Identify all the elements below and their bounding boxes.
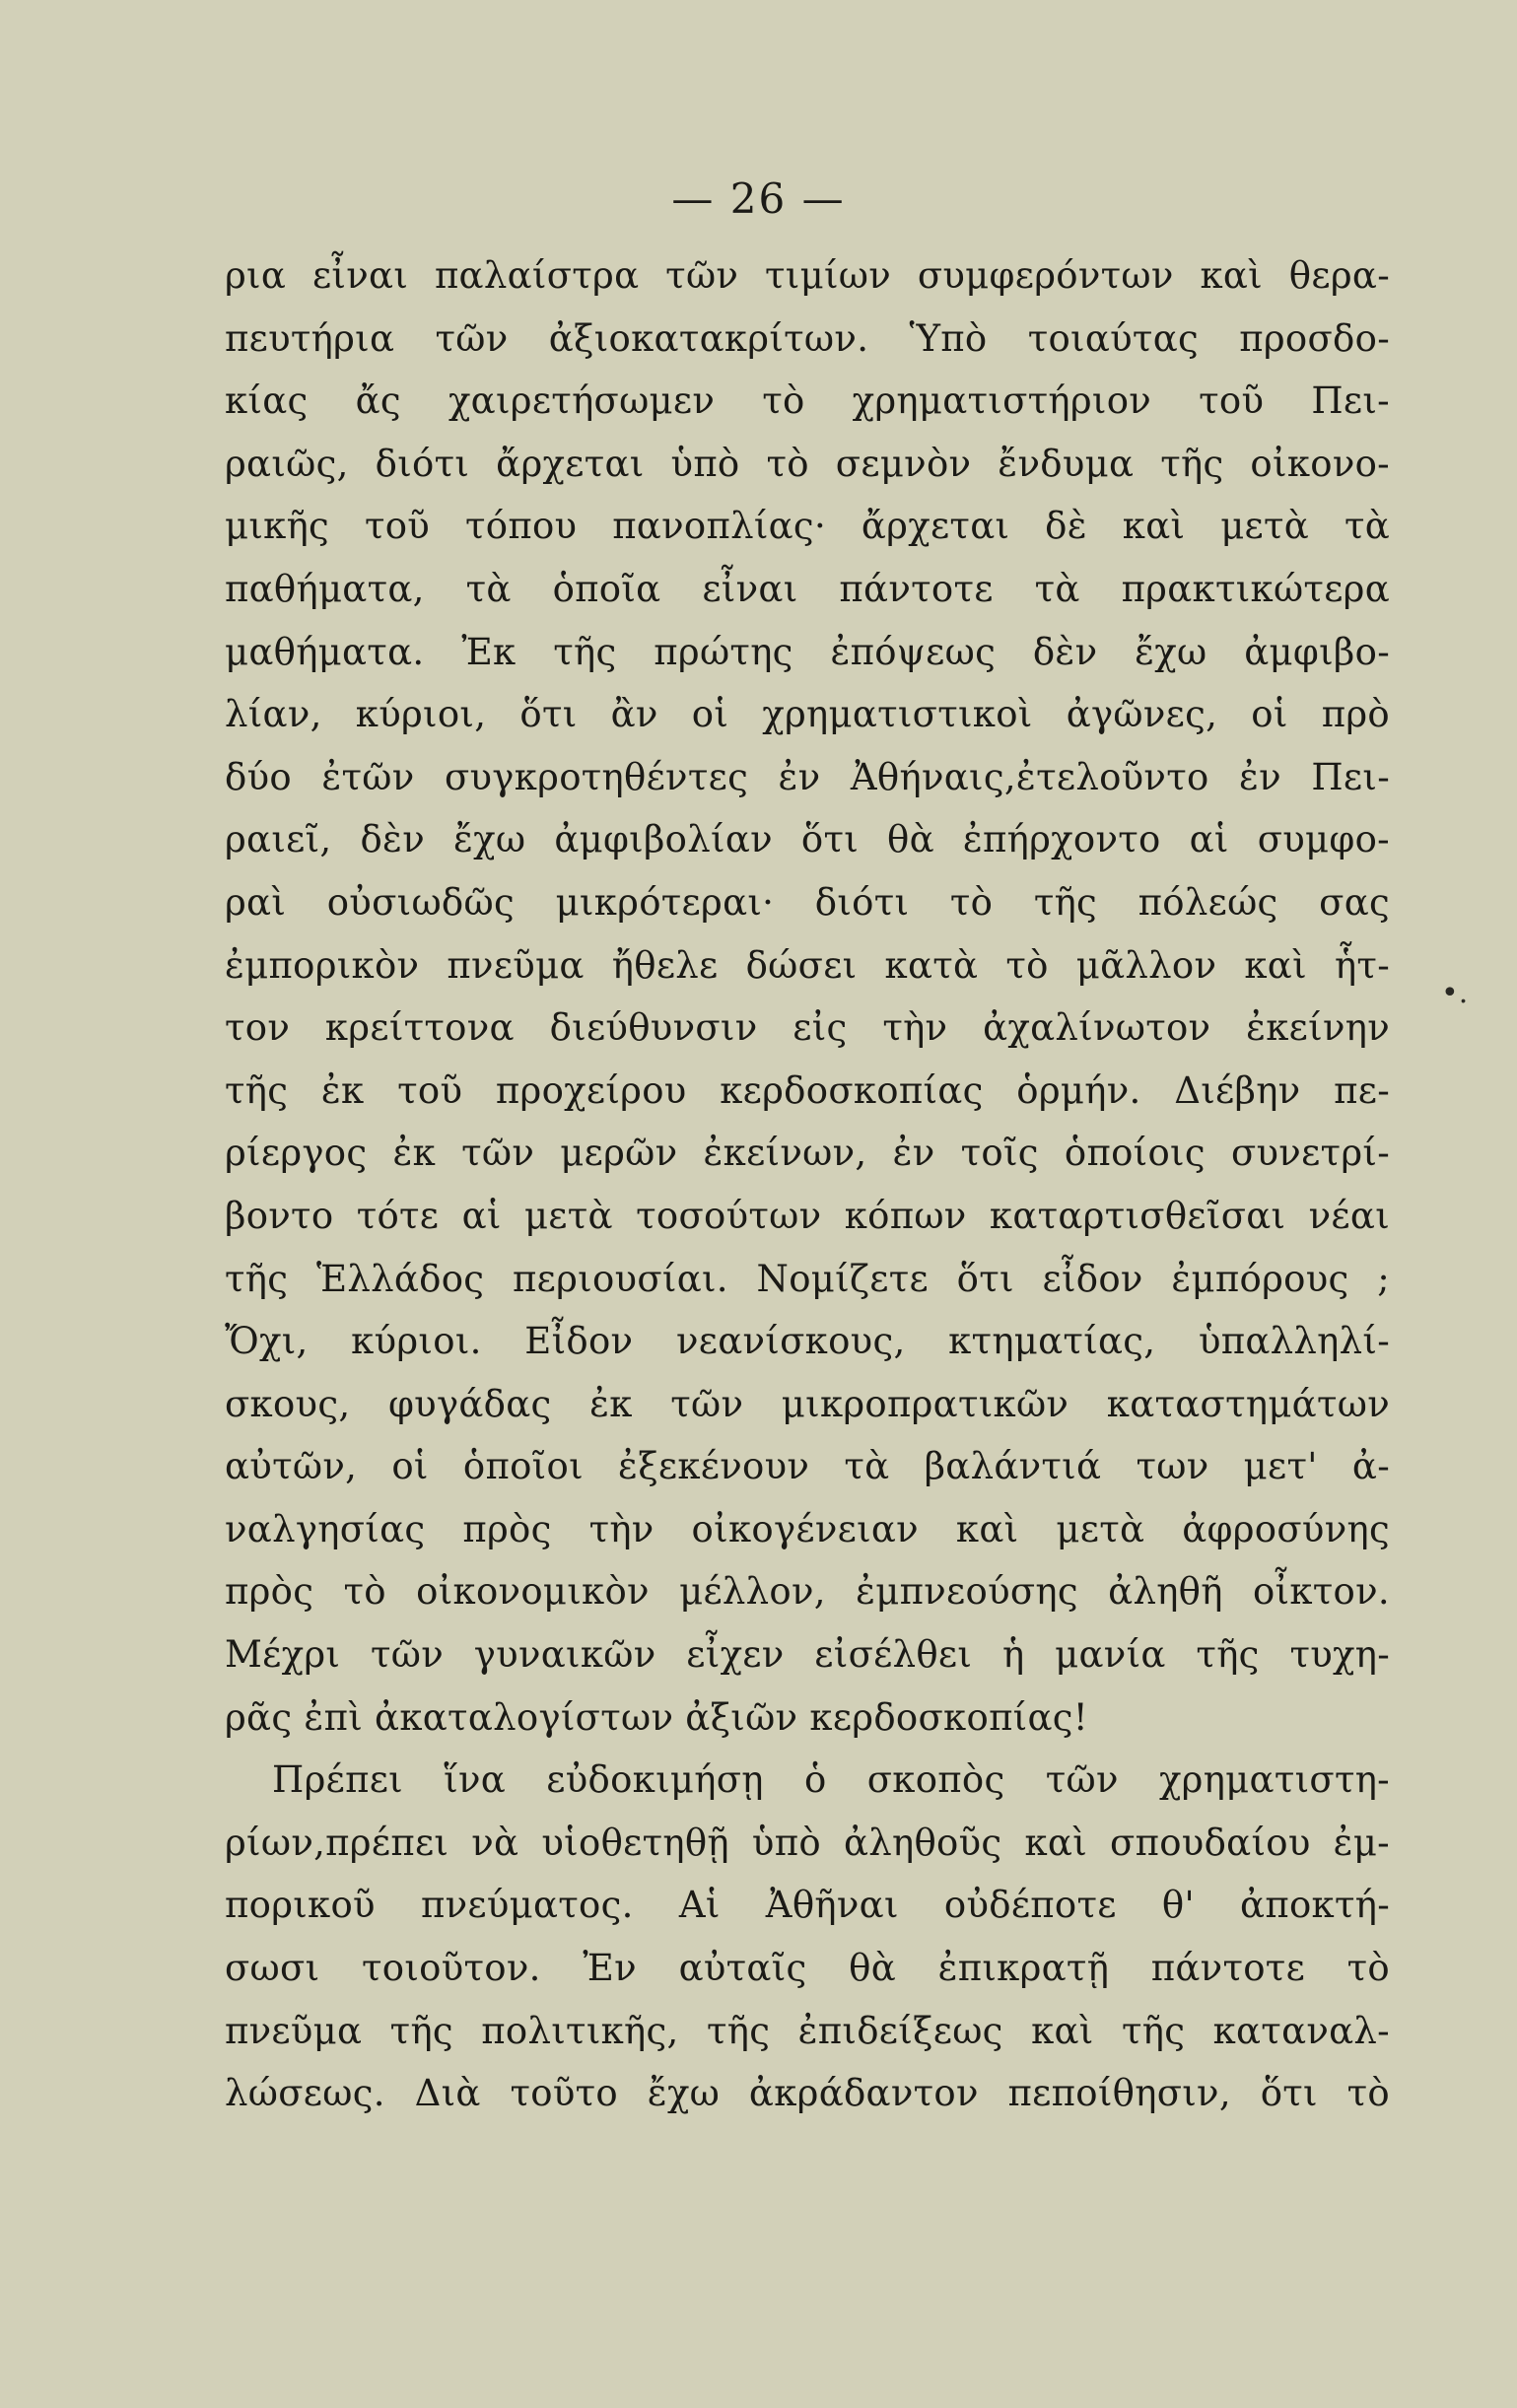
text-line: βοντο τότε αἱ μετὰ τοσούτων κόπων καταρτισθεῖσαι νέαι [225,1194,1390,1237]
text-line: Μέχρι τῶν γυναικῶν εἶχεν εἰσέλθει ἡ μανία τῆς τυχη- [225,1633,1390,1677]
text-line: κίας ἄς χαιρετήσωμεν τὸ χρηματιστήριον τοῦ Πει- [225,379,1390,423]
text-line: ρίων,πρέπει νὰ υἱοθετηθῇ ὑπὸ ἀληθοῦς καὶ σπουδαίου ἐμ- [225,1821,1390,1864]
text-line: ρίεργος ἐκ τῶν μερῶν ἐκείνων, ἐν τοῖς ὁποίοις συνετρί- [225,1132,1390,1175]
text-line: ἐμπορικὸν πνεῦμα ἤθελε δώσει κατὰ τὸ μᾶλλον καὶ ἧτ- [225,943,1390,987]
page-number-header: — 26 — [671,174,846,223]
text-line: δύο ἐτῶν συγκροτηθέντες ἐν Ἀθήναις,ἐτελοῦντο ἐν Πει- [225,755,1390,798]
text-line: λίαν, κύριοι, ὅτι ἂν οἱ χρηματιστικοὶ ἀγῶνες, οἱ πρὸ [225,693,1390,736]
text-line: μικῆς τοῦ τόπου πανοπλίας· ἄρχεται δὲ καὶ μετὰ τὰ [225,505,1390,548]
text-line: Ὄχι, κύριοι. Εἶδον νεανίσκους, κτηματίας, ὑπαλληλί- [225,1320,1390,1363]
text-line: πορικοῦ πνεύματος. Αἱ Ἀθῆναι οὐδέποτε θ' ἀποκτή- [225,1884,1390,1927]
text-line: ναλγησίας πρὸς τὴν οἰκογένειαν καὶ μετὰ ἀφροσύνης [225,1507,1390,1550]
margin-dot-mark: •. [1441,976,1469,1010]
text-line: παθήματα, τὰ ὁποῖα εἶναι πάντοτε τὰ πρακτικώτερα [225,567,1390,610]
text-line: πευτήρια τῶν ἀξιοκατακρίτων. Ὑπὸ τοιαύτας προσδο- [225,316,1390,360]
text-line: μαθήματα. Ἐκ τῆς πρώτης ἐπόψεως δὲν ἔχω ἀμφιβο- [225,630,1390,673]
text-line: πνεῦμα τῆς πολιτικῆς, τῆς ἐπιδείξεως καὶ τῆς καταναλ- [225,2009,1390,2052]
text-line: ραιεῖ, δὲν ἔχω ἀμφιβολίαν ὅτι θὰ ἐπήρχοντο αἱ συμφο- [225,818,1390,861]
body-text [225,244,1390,2125]
text-line: ραιῶς, διότι ἄρχεται ὑπὸ τὸ σεμνὸν ἔνδυμα τῆς οἰκονο- [225,442,1390,485]
text-line: ρᾶς ἐπὶ ἀκαταλογίστων ἀξιῶν κερδοσκοπίας! [225,1695,1088,1739]
text-line: πρὸς τὸ οἰκονομικὸν μέλλον, ἐμπνεούσης ἀληθῆ οἶκτον. [225,1570,1390,1614]
text-line: τῆς Ἑλλάδος περιουσίαι. Νομίζετε ὅτι εἶδον ἐμπόρους ; [225,1257,1390,1300]
text-line: αὐτῶν, οἱ ὁποῖοι ἐξεκένουν τὰ βαλάντιά των μετ' ἀ- [225,1445,1390,1488]
text-line: σκους, φυγάδας ἐκ τῶν μικροπρατικῶν καταστημάτων [225,1382,1390,1425]
text-line: τῆς ἐκ τοῦ προχείρου κερδοσκοπίας ὁρμήν. Διέβην πε- [225,1068,1390,1112]
text-line: Πρέπει ἵνα εὐδοκιμήσῃ ὁ σκοπὸς τῶν χρηματιστη- [272,1758,1390,1802]
text-line: ρια εἶναι παλαίστρα τῶν τιμίων συμφερόντων καὶ θερα- [225,254,1390,297]
text-line: τον κρείττονα διεύθυνσιν εἰς τὴν ἀχαλίνωτον ἐκείνην [225,1006,1390,1050]
text-line: σωσι τοιοῦτον. Ἐν αὐταῖς θὰ ἐπικρατῇ πάντοτε τὸ [225,1947,1390,1990]
text-line: λώσεως. Διὰ τοῦτο ἔχω ἀκράδαντον πεποίθησιν, ὅτι τὸ [225,2072,1390,2115]
text-line: ραὶ οὐσιωδῶς μικρότεραι· διότι τὸ τῆς πόλεώς σας [225,880,1390,924]
